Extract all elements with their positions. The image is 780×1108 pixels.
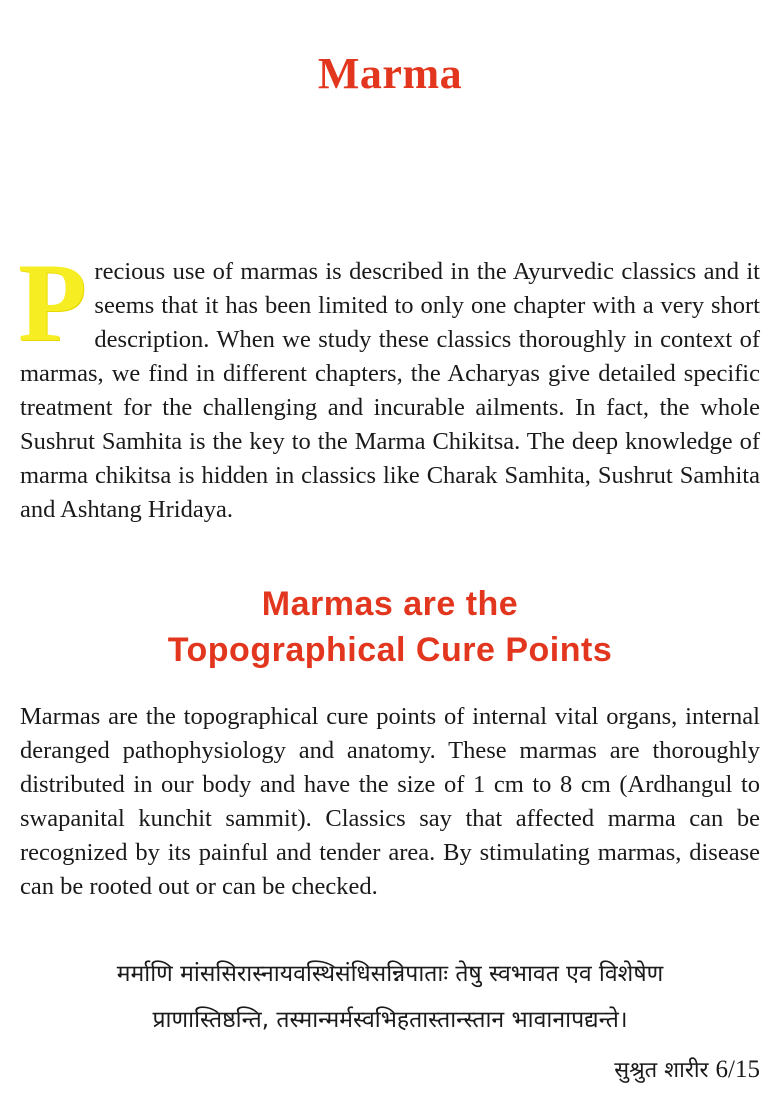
drop-cap-letter: P xyxy=(18,241,87,365)
reference-number: 6/15 xyxy=(715,1056,760,1083)
sanskrit-verse-line-2: प्राणास्तिष्ठन्ति, तस्मान्मर्मस्वभिहतास्तान्स्तान भावानापद्यन्ते। xyxy=(152,1007,628,1033)
verse-reference xyxy=(614,1052,760,1089)
intro-paragraph xyxy=(18,241,760,527)
section-heading-line-1: Marmas are the xyxy=(261,585,519,623)
reference-source: सुश्रुत शारीर xyxy=(614,1058,709,1083)
page-title: Marma xyxy=(317,49,463,98)
body-paragraph: Marmas are the topographical cure points of internal vital organs, internal deranged pathophysiology and anatomy. These marmas are thoroughly distributed in our body and have the size of 1 cm to 8 cm (Ardhangul to swapanital kunchit sammit). Classics say that affected marma can be recognized by its painful and tender area. By stimulating marmas, disease can be rooted out or can be checked. xyxy=(20,703,760,900)
intro-paragraph-text: recious use of marmas is described in the Ayurvedic classics and it seems that it has been limited to only one chapter with a very short description. When we study these classics thoroughly in context of marmas, we find in different chapters, the Acharyas give detailed specific treatment for the challenging and incurable ailments. In fact, the whole Sushrut Samhita is the key to the Marma Chikitsa. The deep knowledge of marma chikitsa is hidden in classics like Charak Samhita, Sushrut Samhita and Ashtang Hridaya. xyxy=(20,258,760,523)
sanskrit-verse-line-1: मर्माणि मांससिरास्नायवस्थिसंधिसन्निपाताः तेषु स्वभावत एव विशेषेण xyxy=(116,961,664,987)
section-heading-line-2: Topographical Cure Points xyxy=(167,631,613,669)
